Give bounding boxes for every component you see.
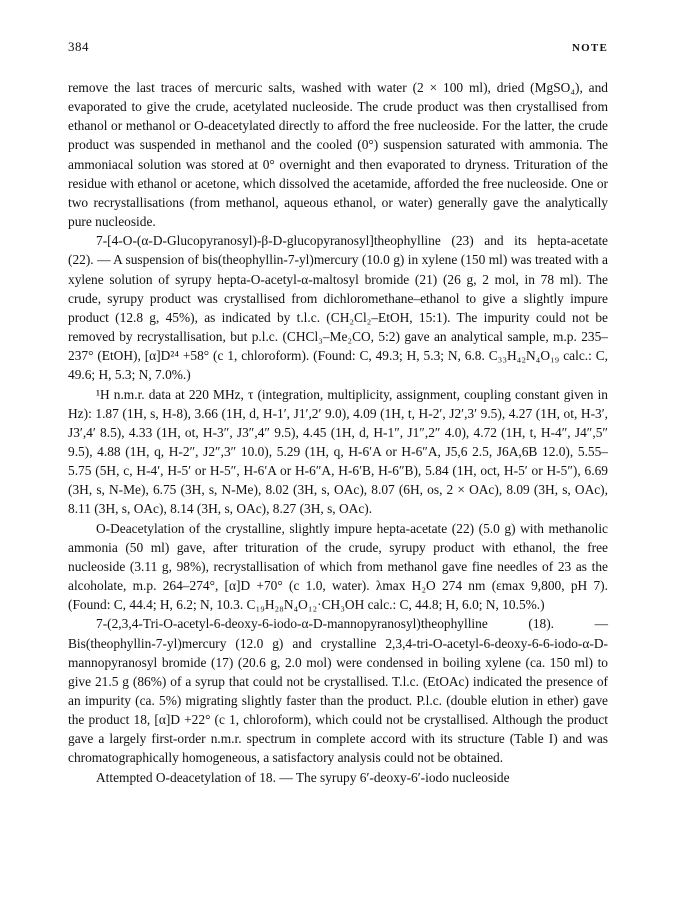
running-title: NOTE	[572, 42, 608, 54]
page-number: 384	[68, 39, 89, 54]
paragraph: remove the last traces of mercuric salts, washed with water (2 × 100 ml), dried (MgSO₄), and evaporated to give the crude, acetylated nucleoside. The crude product was then crystallised from ethanol or methanol or O-deacetylated directly to afford the free nucleoside. For the latter, the crude product was suspended in methanol and the cooled (0°) suspension saturated with ammonia. The ammoniacal solution was stored at 0° overnight and then evaporated to dryness. Trituration of the residue with ethanol or acetone, which dissolved the acetamide, afforded the free nucleoside. One or two recrystallisations (from methanol, aqueous ethanol, or water) generally gave the analytically pure nucleoside.	[68, 80, 608, 230]
paragraph: 7-[4-O-(α-D-Glucopyranosyl)-β-D-glucopyranosyl]theophylline (23) and its hepta-acetate (22). — A suspension of bis(theophyllin-7-yl)mercury (10.0 g) in xylene (150 ml) was treated with a xylene solution of syrupy hepta-O-acetyl-α-maltosyl bromide (21) (26 g, 2 mol, in 78 ml). The crude, syrupy product was crystallised from dichloromethane–ethanol to give a slightly impure product (12.8 g, 45%), as indicated by t.l.c. (CH₂Cl₂–EtOH, 15:1). The impurity could not be removed by recrystallisation, but p.l.c. (CHCl₃–Me₂CO, 5:2) gave an analytical sample, m.p. 235–237° (EtOH), [α]D²⁴ +58° (c 1, chloroform). (Found: C, 49.3; H, 5.3; N, 6.8. C₃₃H₄₂N₄O₁₉ calc.: C, 49.6; H, 5.3; N, 7.0%.)	[68, 233, 608, 383]
page-header	[68, 39, 608, 59]
paragraph: ¹H n.m.r. data at 220 MHz, τ (integration, multiplicity, assignment, coupling constant given in Hz): 1.87 (1H, s, H-8), 3.66 (1H, d, H-1′, J1′,2′ 9.0), 4.09 (1H, t, H-2′, J2′,3′ 9.5), 4.27 (1H, ot, H-3′, J3′,4′ 8.5), 4.33 (1H, ot, H-3″, J3″,4″ 9.5), 4.45 (1H, d, H-1″, J1″,2″ 4.0), 4.72 (1H, t, H-4″, J4″,5″ 9.5), 4.88 (1H, q, H-2″, J2″,3″ 10.0), 5.29 (1H, q, H-6′A or H-6″A, J5,6 2.5, J6A,6B 12.0), 5.55–5.75 (5H, c, H-4′, H-5′ or H-5″, H-6′A or H-6″A, H-6′B, H-6″B), 5.84 (1H, oct, H-5′ or H-5″), 6.69 (3H, s, N-Me), 6.75 (3H, s, N-Me), 8.02 (3H, s, OAc), 8.07 (6H, os, 2 × OAc), 8.09 (3H, s, OAc), 8.11 (3H, s, OAc), 8.14 (3H, s, OAc), 8.27 (3H, s, OAc).	[68, 386, 608, 517]
paragraph: 7-(2,3,4-Tri-O-acetyl-6-deoxy-6-iodo-α-D-mannopyranosyl)theophylline (18). — Bis(theophyllin-7-yl)mercury (12.0 g) and crystalline 2,3,4-tri-O-acetyl-6-deoxy-6-6-iodo-α-D-mannopyranosyl bromide (17) (20.6 g, 2.0 mol) were condensed in boiling xylene (ca. 150 ml) to give 21.5 g (86%) of a syrup that could not be crystallised. T.l.c. (EtOAc) indicated the presence of an impurity (ca. 5%) migrating slightly faster than the product. P.l.c. (double elution in ether) gave the product 18, [α]D +22° (c 1, chloroform), which could not be crystallised. Although the product gave a largely first-order n.m.r. spectrum in complete accord with its structure (Table I) and was chromatographically homogeneous, a satisfactory analysis could not be obtained.	[68, 616, 608, 766]
paragraph: Attempted O-deacetylation of 18. — The syrupy 6′-deoxy-6′-iodo nucleoside	[96, 769, 510, 785]
body-text	[68, 78, 608, 787]
paragraph: O-Deacetylation of the crystalline, slightly impure hepta-acetate (22) (5.0 g) with methanolic ammonia (50 ml) gave, after trituration of the crude, syrupy product with ethanol, the free nucleoside (3.11 g, 98%), recrystallisation of which from methanol gave fine needles of 23 as the alcoholate, m.p. 264–274°, [α]D +70° (c 1.0, water). λmax H₂O 274 nm (εmax 9,800, pH 7). (Found: C, 44.4; H, 6.2; N, 10.3. C₁₉H₂₈N₄O₁₂·CH₃OH calc.: C, 44.8; H, 6.0; N, 10.5%.)	[68, 520, 608, 613]
